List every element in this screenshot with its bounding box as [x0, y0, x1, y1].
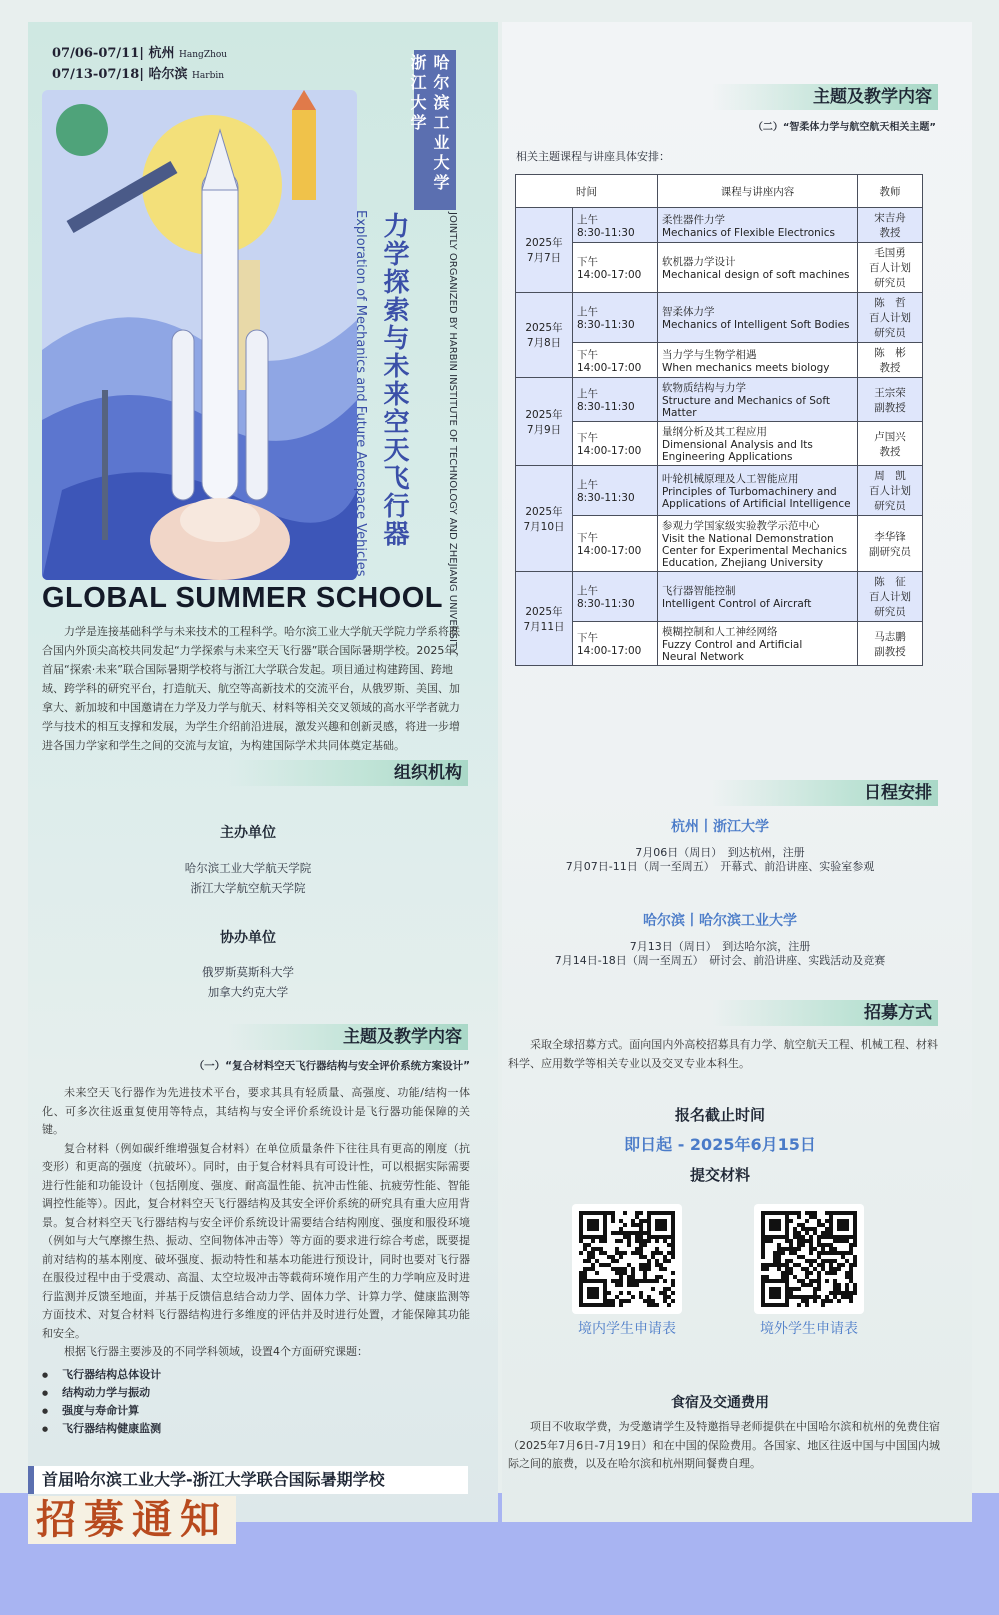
qr-domestic[interactable] — [572, 1204, 682, 1338]
date-hangzhou: 07/06-07/11| 杭州 — [52, 46, 175, 61]
day-cell: 2025年 7月8日 — [516, 293, 573, 378]
day-cell: 2025年 7月10日 — [516, 466, 573, 572]
table-row — [516, 343, 923, 378]
banner-school: 首届哈尔滨工业大学-浙江大学联合国际暑期学校 — [28, 1466, 468, 1494]
table-row — [516, 208, 923, 243]
table-row — [516, 243, 923, 293]
table-row — [516, 516, 923, 572]
qr-international[interactable] — [754, 1204, 864, 1338]
teacher-cell: 陈 哲 百人计划 研究员 — [858, 293, 923, 343]
title-cn: 力学探索与未来空天飞行器 — [379, 212, 409, 548]
table-row — [516, 572, 923, 622]
course-cell: 软机器力学设计 Mechanical design of soft machines — [658, 243, 858, 293]
table-row — [516, 422, 923, 466]
slot-cell: 上午 8:30-11:30 — [573, 466, 658, 516]
host-item: 哈尔滨工业大学航天学院 — [184, 861, 312, 875]
qr-code-icon — [754, 1204, 864, 1314]
hz-city: 杭州丨浙江大学 — [671, 819, 769, 835]
date-hangzhou-en: HangZhou — [179, 50, 228, 60]
slot-cell: 下午 14:00-17:00 — [573, 516, 658, 572]
teacher-cell: 李华锋 副研究员 — [858, 516, 923, 572]
course-table-wrap — [515, 174, 923, 666]
global-summer-school: GLOBAL SUMMER SCHOOL — [42, 582, 443, 614]
theme1-body — [42, 1084, 470, 1438]
course-cell: 叶轮机械原理及人工智能应用 Principles of Turbomachinery and Applications of Artificial Intelligence — [658, 466, 858, 516]
theme1-p1: 未来空天飞行器作为先进技术平台，要求其具有轻质量、高强度、功能/结构一体化、可多次往返重复使用等特点，其结构与安全评价系统设计是飞行器功能保障的关键。 — [42, 1086, 470, 1136]
co-item: 俄罗斯莫斯科大学 — [202, 965, 294, 979]
rocket-illustration — [42, 90, 357, 580]
co-item: 加拿大约克大学 — [207, 985, 289, 999]
hrb-city: 哈尔滨丨哈尔滨工业大学 — [643, 913, 797, 929]
slot-cell: 上午 8:30-11:30 — [573, 208, 658, 243]
teacher-cell: 毛国勇 百人计划 研究员 — [858, 243, 923, 293]
theme2-lead: 相关主题课程与讲座具体安排： — [516, 150, 670, 163]
theme1-p2: 复合材料（例如碳纤维增强复合材料）在单位质量条件下往往具有更高的刚度（抗变形）和更高的强度（抗破坏）。同时，由于复合材料具有可设计性，可以根据实际需要进行性能和功能设计（包括刚度、强度、耐高温性能、抗冲击性能、抗疲劳性能、智能调控性能等）。因此，复合材料空天飞行器结构及其安全评价系统的研究具有重大应用背景。复合材料空天飞行器结构与安全评价系统设计需要结合结构刚度、强度和服役环境（例如与大气摩擦生热、振动、空间物体冲击等）等方面的要求进行综合考虑，既要提前对结构的基本刚度、破坏强度、振动特性和基本功能进行预设计，同时也要对飞行器在服役过程中由于受震动、高温、太空垃圾冲击等载荷环境作用产生的力学响应及时进行监测并反馈至地面，并基于反馈信息结合动力学、固体力学、计算力学、健康监测等方面技术、对复合材料飞行器结构进行多维度的评估并及时进行处置，才能保障其功能和安全。 — [42, 1141, 470, 1340]
teacher-cell: 王宗荣 副教授 — [858, 378, 923, 422]
teacher-cell: 卢国兴 教授 — [858, 422, 923, 466]
slot-cell: 下午 14:00-17:00 — [573, 243, 658, 293]
slot-cell: 上午 8:30-11:30 — [573, 378, 658, 422]
co-list — [28, 962, 468, 1002]
intro-paragraph: 力学是连接基础科学与未来技术的工程科学。哈尔滨工业大学航天学院力学系将联合国内外顶尖高校共同发起“力学探索与未来空天飞行器”联合国际暑期学校。2025年，首届“探索·未来”联合国际暑期学校将与浙江大学联合发起。项目通过构建跨国、跨地域、跨学科的研究平台，打造航天、航空等高新技术的交流平台，从俄罗斯、美国、加拿大、新加坡和中国邀请在力学及力学与航天、材料等相关交叉领域的高水平学者就力学与技术的相互支撑和发展，为学生介绍前沿进展，激发兴趣和创新灵感，将进一步增进各国力学家和学生之间的交流与友谊，为构建国际学术共同体奠定基础。 — [42, 625, 467, 752]
theme1-subtitle: （一）“复合材料空天飞行器结构与安全评价系统方案设计” — [193, 1060, 470, 1072]
deadline-label: 报名截止时间 — [674, 1106, 765, 1124]
teacher-cell: 周 凯 百人计划 研究员 — [858, 466, 923, 516]
fee-text: 项目不收取学费，为受邀请学生及特邀指导老师提供在中国哈尔滨和杭州的免费住宿（2025年7月6日-7月19日）和在中国的保险费用。各国家、地区往返中国与中国国内城际之间的旅费，以及在哈尔滨和杭州期间餐费自理。 — [508, 1420, 940, 1470]
course-cell: 柔性器件力学 Mechanics of Flexible Electronics — [658, 208, 858, 243]
qr-international-label[interactable]: 境外学生申请表 — [760, 1321, 858, 1337]
teacher-cell: 陈 彬 教授 — [858, 343, 923, 378]
right-panel — [502, 22, 972, 1522]
qr-code-icon — [572, 1204, 682, 1314]
host-label: 主办单位 — [220, 825, 276, 841]
dates — [52, 44, 227, 86]
topic-item: ● 飞行器结构健康监测 — [42, 1420, 470, 1438]
course-cell: 参观力学国家级实验教学示范中心 Visit the National Demonstration Center for Experimental Mechanics Education, Zhejiang University — [658, 516, 858, 572]
slot-cell: 下午 14:00-17:00 — [573, 343, 658, 378]
deadline: 即日起 - 2025年6月15日 — [624, 1135, 816, 1154]
theme1-p3: 根据飞行器主要涉及的不同学科领域，设置4个方面研究课题： — [64, 1345, 368, 1358]
org-title: 组织机构 — [228, 760, 468, 786]
title-en: Exploration of Mechanics and Future Aerospace Vehicles — [353, 210, 368, 577]
date-harbin: 07/13-07/18| 哈尔滨 — [52, 67, 188, 82]
teacher-cell: 陈 征 百人计划 研究员 — [858, 572, 923, 622]
host-list — [28, 858, 468, 898]
left-panel — [28, 22, 498, 1522]
col-teacher: 教师 — [858, 175, 923, 208]
hz-line2: 7月07日-11日（周一至周五） 开幕式、前沿讲座、实验室参观 — [565, 860, 875, 873]
slot-cell: 下午 14:00-17:00 — [573, 622, 658, 666]
course-cell: 量纲分析及其工程应用 Dimensional Analysis and Its Engineering Applications — [658, 422, 858, 466]
course-cell: 当力学与生物学相遇 When mechanics meets biology — [658, 343, 858, 378]
topic-list — [42, 1366, 470, 1438]
recruit-text: 采取全球招募方式。面向国内外高校招募具有力学、航空航天工程、机械工程、材料科学、应用数学等相关专业以及交叉专业本科生。 — [508, 1038, 938, 1070]
host-item: 浙江大学航空航天学院 — [190, 881, 306, 895]
topic-item: ● 结构动力学与振动 — [42, 1384, 470, 1402]
day-cell: 2025年 7月7日 — [516, 208, 573, 293]
date-harbin-en: Harbin — [192, 71, 224, 81]
table-row — [516, 293, 923, 343]
hrb-line1: 7月13日（周日） 到达哈尔滨，注册 — [629, 940, 811, 953]
teacher-cell: 宋吉舟 教授 — [858, 208, 923, 243]
course-cell: 智柔体力学 Mechanics of Intelligent Soft Bodies — [658, 293, 858, 343]
hz-line1: 7月06日（周日） 到达杭州，注册 — [635, 846, 805, 859]
co-label: 协办单位 — [220, 930, 276, 946]
qr-domestic-label[interactable]: 境内学生申请表 — [578, 1321, 676, 1337]
day-cell: 2025年 7月11日 — [516, 572, 573, 666]
table-row — [516, 378, 923, 422]
topic-item: ● 强度与寿命计算 — [42, 1402, 470, 1420]
course-table — [515, 174, 923, 666]
banner-recruit: 招募通知 — [28, 1496, 236, 1544]
fee-label: 食宿及交通费用 — [671, 1395, 769, 1411]
day-cell: 2025年 7月9日 — [516, 378, 573, 466]
course-cell: 软物质结构与力学 Structure and Mechanics of Soft Matter — [658, 378, 858, 422]
recruit-title: 招募方式 — [712, 1000, 938, 1026]
jointly-organized: JOINTLY ORGANIZED BY HARBIN INSTITUTE OF TECHNOLOGY AND ZHEJIANG UNIVERSITY — [447, 212, 458, 655]
submit-label: 提交材料 — [689, 1166, 750, 1184]
table-row — [516, 466, 923, 516]
theme2-subtitle: （二）“智柔体力学与航空航天相关主题” — [752, 122, 936, 133]
topic-item: ● 飞行器结构总体设计 — [42, 1366, 470, 1384]
theme2-title: 主题及教学内容 — [712, 84, 938, 110]
university-vertical: 哈尔滨工业大学 浙江大学 — [414, 50, 456, 210]
slot-cell: 上午 8:30-11:30 — [573, 572, 658, 622]
slot-cell: 下午 14:00-17:00 — [573, 422, 658, 466]
col-time: 时间 — [516, 175, 658, 208]
table-row — [516, 622, 923, 666]
slot-cell: 上午 8:30-11:30 — [573, 293, 658, 343]
schedule-title: 日程安排 — [712, 780, 938, 806]
hrb-line2: 7月14日-18日（周一至周五） 研讨会、前沿讲座、实践活动及竞赛 — [554, 954, 886, 967]
theme1-title: 主题及教学内容 — [228, 1024, 468, 1050]
teacher-cell: 马志鹏 副教授 — [858, 622, 923, 666]
course-cell: 模糊控制和人工神经网络 Fuzzy Control and Artificial Neural Network — [658, 622, 858, 666]
col-course: 课程与讲座内容 — [658, 175, 858, 208]
course-cell: 飞行器智能控制 Intelligent Control of Aircraft — [658, 572, 858, 622]
